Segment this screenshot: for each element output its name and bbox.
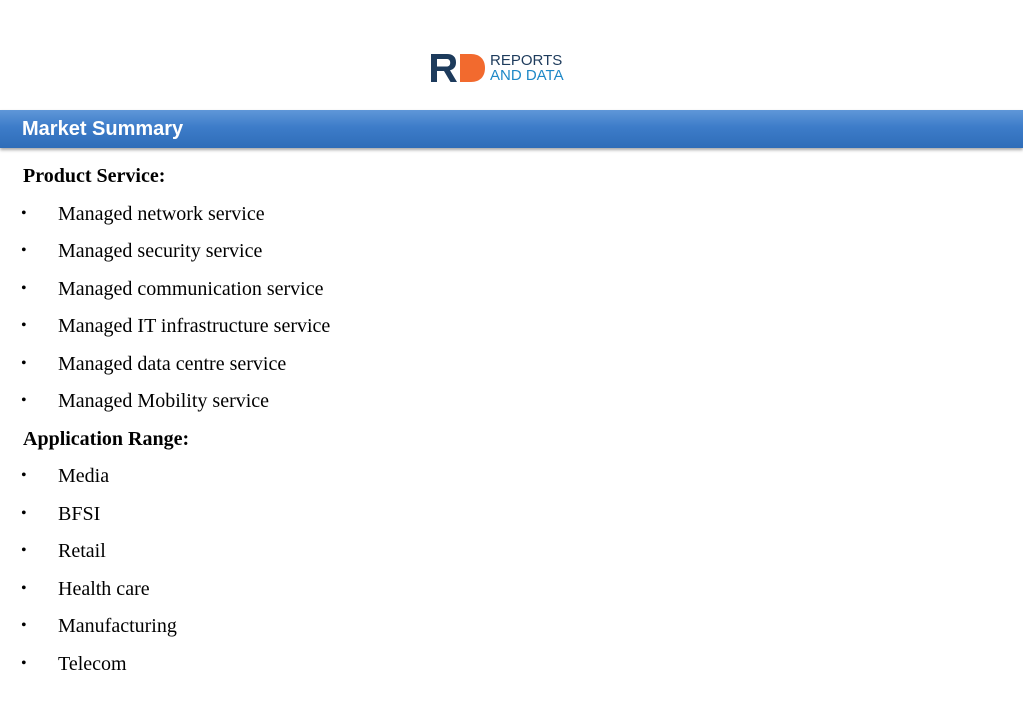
list-item: [23, 614, 923, 652]
list-item: [23, 652, 923, 690]
list-item-label: Managed data centre service: [58, 352, 287, 375]
list-item-label: Managed security service: [58, 240, 263, 262]
banner-title: Market Summary: [22, 118, 184, 140]
section-heading-application-range: Application Range:: [23, 427, 190, 450]
bullet-icon: •: [21, 204, 27, 222]
list-item: [23, 389, 923, 427]
bullet-icon: •: [21, 617, 27, 634]
bullet-icon: •: [21, 542, 27, 559]
logo-wordmark: [490, 53, 564, 83]
summary-content: [23, 164, 923, 689]
list-item: [23, 239, 923, 277]
list-item-label: Retail: [58, 540, 106, 562]
brand-logo: [430, 52, 564, 84]
list-item-label: Telecom: [58, 652, 127, 675]
bullet-icon: •: [21, 279, 27, 297]
list-item: [23, 202, 923, 240]
list-item: [23, 314, 923, 352]
list-item-label: Managed IT infrastructure service: [58, 315, 331, 337]
list-item-label: Health care: [58, 577, 150, 600]
list-item: [23, 577, 923, 615]
rd-logo-icon: [430, 53, 486, 83]
bullet-icon: •: [21, 242, 27, 259]
list-item-label: Managed Mobility service: [58, 390, 270, 412]
list-item-label: BFSI: [58, 502, 101, 525]
logo-line-reports: REPORTS: [490, 52, 563, 69]
bullet-icon: •: [21, 579, 27, 597]
list-item: [23, 464, 923, 502]
bullet-icon: •: [21, 317, 27, 334]
list-item: [23, 277, 923, 315]
section-heading-product-service: Product Service:: [23, 165, 166, 187]
bullet-icon: •: [21, 654, 27, 672]
bullet-icon: •: [21, 354, 27, 372]
logo-line-and-data: AND DATA: [490, 67, 564, 84]
bullet-icon: •: [21, 392, 27, 409]
list-item-label: Manufacturing: [58, 615, 177, 637]
list-item: [23, 539, 923, 577]
list-item-label: Managed communication service: [58, 277, 324, 300]
list-item: [23, 352, 923, 390]
section-banner: [0, 110, 1023, 148]
list-item-label: Media: [58, 465, 110, 487]
list-item-label: Managed network service: [58, 202, 265, 225]
bullet-icon: •: [21, 467, 27, 484]
bullet-icon: •: [21, 504, 27, 522]
list-item: [23, 502, 923, 540]
